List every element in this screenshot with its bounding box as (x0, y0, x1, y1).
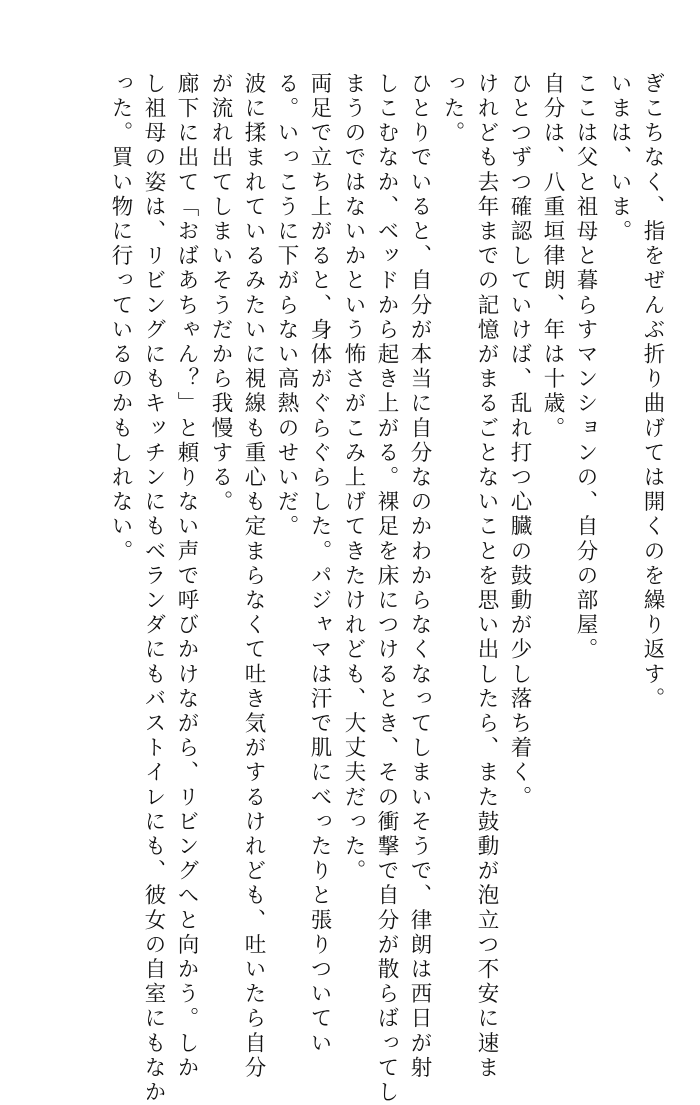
text-line-7: った。 (440, 72, 465, 146)
text-line-10: まうのではないかという怖さがこみ上げてきたけれども、大丈夫だった。 (341, 72, 366, 884)
text-line-11: 両足で立ち上がると、身体がぐらぐらした。パジャマは汗で肌にべったりと張りついてい (307, 72, 332, 1056)
text-line-6: けれども去年までの記憶がまるごとないことを思い出したら、また鼓動が泡立つ不安に速ま (474, 72, 499, 1081)
text-line-1: ぎこちなく、指をぜんぶ折り曲げては開くのを繰り返す。 (640, 72, 665, 712)
text-line-15: 廊下に出て「おばあちゃん？」と頼りない声で呼びかけながら、リビングへと向かう。しか (174, 72, 199, 1081)
text-line-8: ひとりでいると、自分が本当に自分なのかわからなくなってしまいそうで、律朗は西日が射 (407, 72, 432, 1081)
text-line-12: る。いっこうに下がらない高熱のせいだ。 (274, 72, 299, 540)
text-line-13: 波に揉まれているみたいに視線も重心も定まらなくて吐き気がするけれども、吐いたら自分 (241, 72, 266, 1081)
text-line-17: った。買い物に行っているのかもしれない。 (108, 72, 133, 564)
text-line-2: いまは、いま。 (607, 72, 632, 245)
text-line-9: しこむなか、ベッドから起き上がる。裸足を床につけるとき、その衝撃で自分が散らばってし (374, 72, 399, 1105)
text-line-4: 自分は、八重垣律朗、年は十歳。 (540, 72, 565, 441)
text-line-3: ここは父と祖母と暮らすマンションの、自分の部屋。 (573, 72, 598, 663)
text-line-14: が流れ出てしまいそうだから我慢する。 (208, 72, 233, 515)
text-line-5: ひとつずつ確認していけば、乱れ打つ心臓の鼓動が少し落ち着く。 (507, 72, 532, 810)
text-line-16: し祖母の姿は、リビングにもキッチンにもベランダにもバストイレにも、彼女の自室にもなか (141, 72, 166, 1105)
